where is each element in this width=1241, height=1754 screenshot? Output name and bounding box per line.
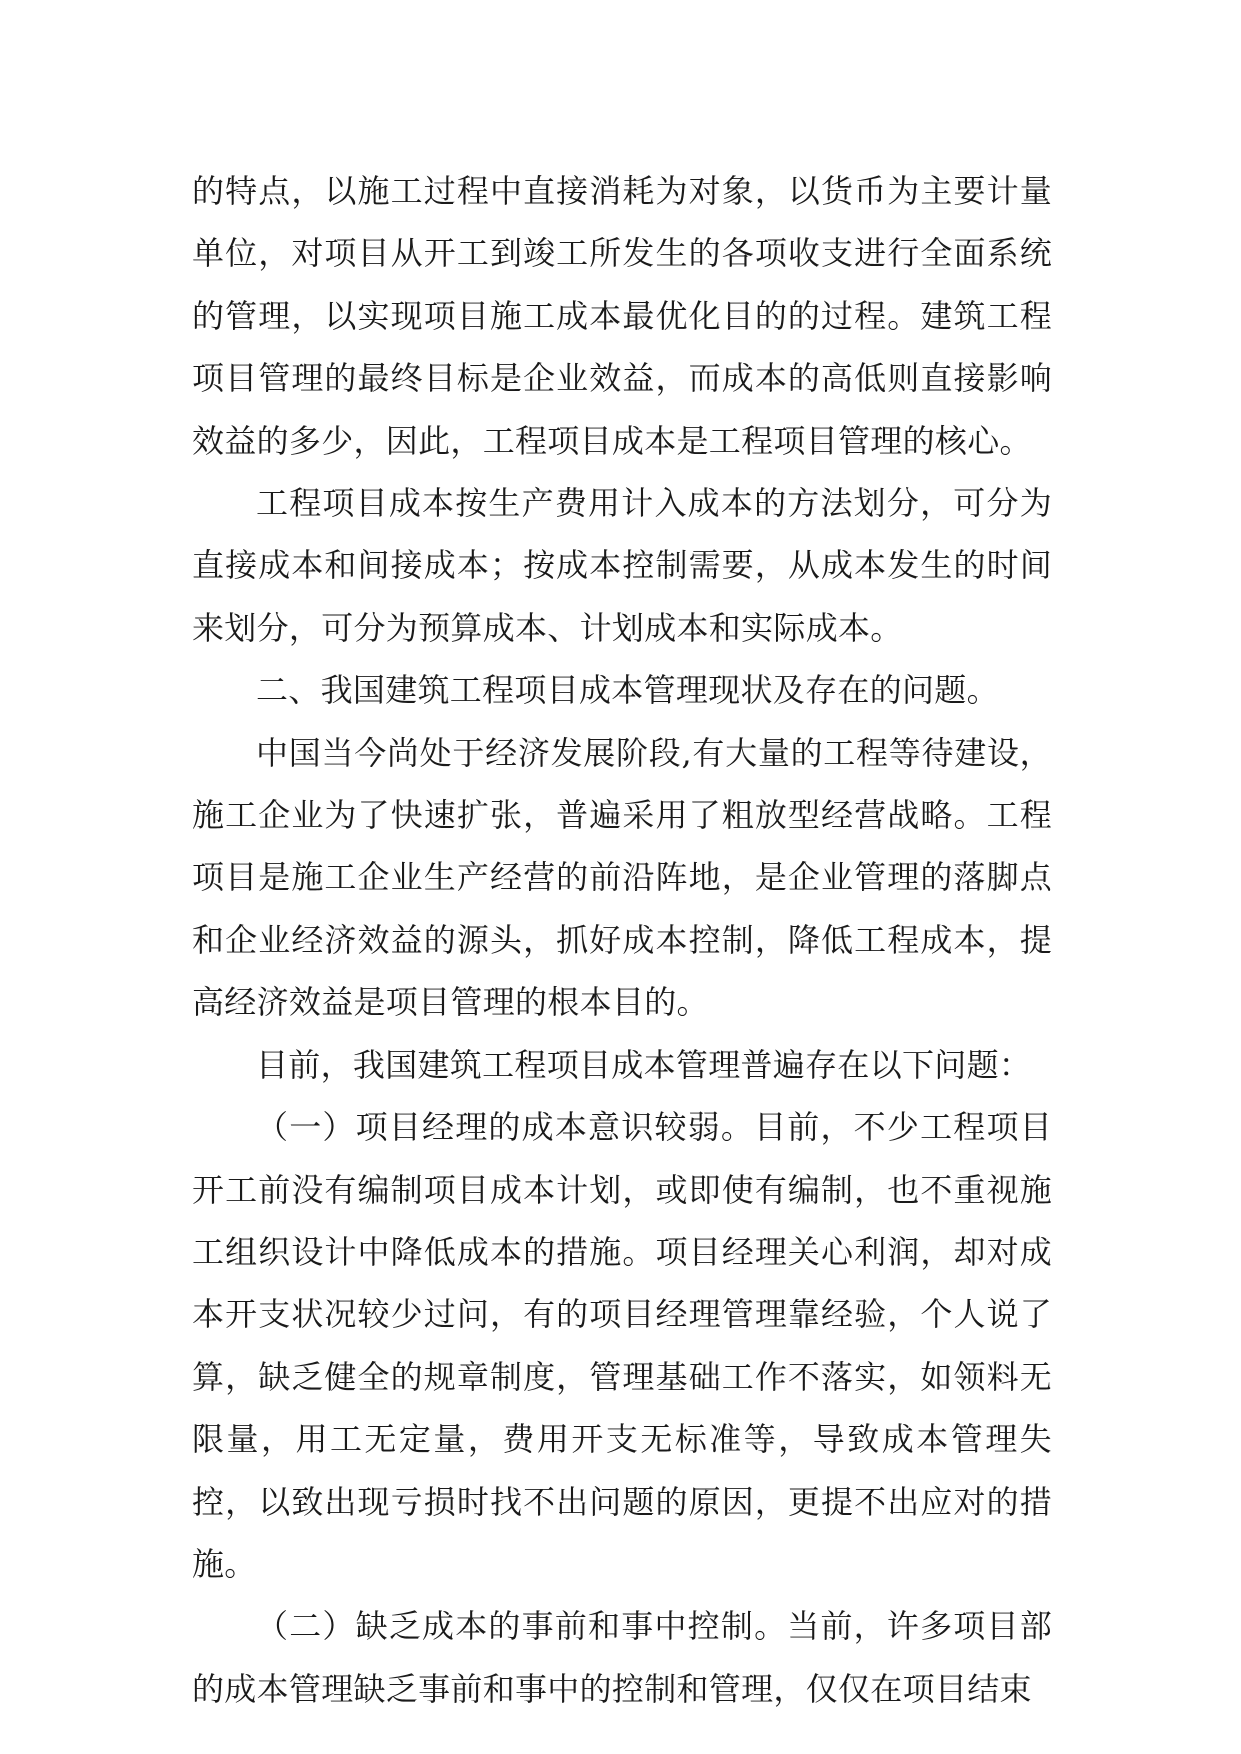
paragraph-problems-intro: 目前，我国建筑工程项目成本管理普遍存在以下问题：	[256, 1045, 1032, 1084]
document-body	[192, 160, 1052, 1720]
paragraph-cost-classification: 工程项目成本按生产费用计入成本的方法划分，可分为直接成本和间接成本；按成本控制需要，从成本发生的时间来划分，可分为预算成本、计划成本和实际成本。	[192, 484, 1052, 647]
section-heading: 二、我国建筑工程项目成本管理现状及存在的问题。	[256, 671, 999, 710]
paragraph-problem-one: （一）项目经理的成本意识较弱。目前，不少工程项目开工前没有编制项目成本计划，或即使有编制，也不重视施工组织设计中降低成本的措施。项目经理关心利润，却对成本开支状况较少过问，有的项目经理管理靠经验，个人说了算，缺乏健全的规章制度，管理基础工作不落实，如领料无限量，用工无定量，费用开支无标准等，导致成本管理失控，以致出现亏损时找不出问题的原因，更提不出应对的措施。	[192, 1108, 1052, 1583]
paragraph-problem-two: （二）缺乏成本的事前和事中控制。当前，许多项目部的成本管理缺乏事前和事中的控制和管理，仅仅在项目结束	[192, 1607, 1052, 1708]
paragraph-continuation: 的特点，以施工过程中直接消耗为对象，以货币为主要计量单位，对项目从开工到竣工所发生的各项收支进行全面系统的管理，以实现项目施工成本最优化目的的过程。建筑工程项目管理的最终目标是企业效益，而成本的高低则直接影响效益的多少，因此，工程项目成本是工程项目管理的核心。	[192, 172, 1052, 460]
paragraph-current-situation: 中国当今尚处于经济发展阶段,有大量的工程等待建设，施工企业为了快速扩张，普遍采用了粗放型经营战略。工程项目是施工企业生产经营的前沿阵地，是企业管理的落脚点和企业经济效益的源头，抓好成本控制，降低工程成本，提高经济效益是项目管理的根本目的。	[192, 733, 1052, 1022]
